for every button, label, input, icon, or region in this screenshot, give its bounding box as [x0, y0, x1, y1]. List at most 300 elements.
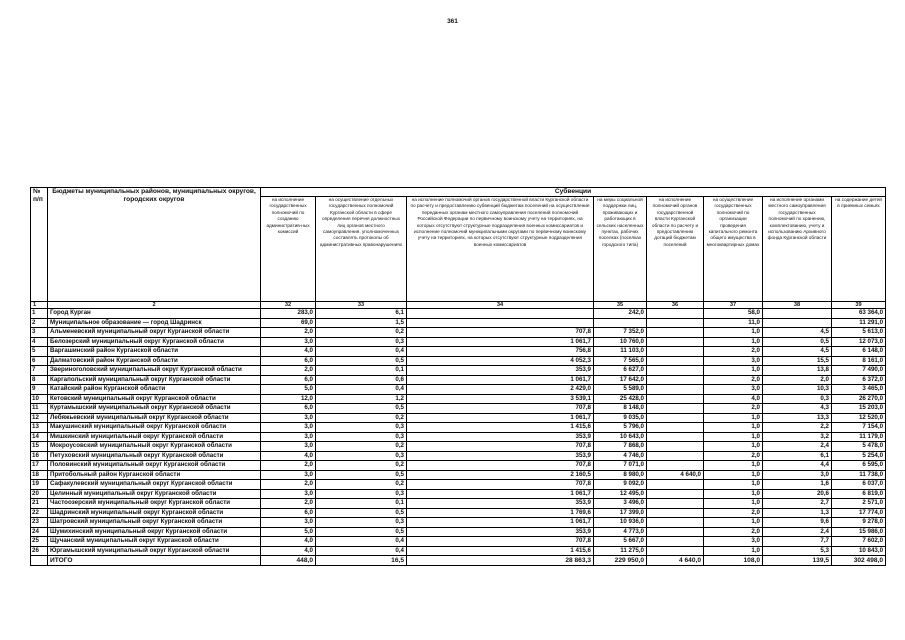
row-value: 17 642,0 — [594, 375, 647, 385]
row-name: Варгашинский район Курганской области — [48, 347, 261, 357]
row-value: 1,0 — [704, 489, 763, 499]
row-value: 7 602,0 — [832, 537, 886, 547]
row-value: 1 061,7 — [407, 375, 594, 385]
row-value: 11 738,0 — [832, 470, 886, 480]
row-value: 1,5 — [316, 318, 407, 328]
row-value: 756,8 — [407, 347, 594, 357]
row-value: 8 148,0 — [594, 404, 647, 414]
table-row — [31, 527, 886, 537]
row-value: 3,0 — [704, 356, 763, 366]
row-name: Муниципальное образование — город Шадринск — [48, 318, 261, 328]
column-header: на исполнение государственных полномочий по созданию административ-ных комиссий — [261, 197, 316, 302]
row-value — [647, 480, 704, 490]
row-value: 4 746,0 — [594, 451, 647, 461]
row-value: 2 160,5 — [407, 470, 594, 480]
row-number: 20 — [31, 489, 48, 499]
row-value: 3,0 — [261, 489, 316, 499]
column-header: на исполнение полномочий органов государственной власти Курганской области по расчету и предоставлению дотаций бюджетам поселений — [647, 197, 704, 302]
table-row — [31, 356, 886, 366]
row-value: 3,0 — [261, 518, 316, 528]
row-value: 2,0 — [704, 527, 763, 537]
column-header: на исполнение полномочий органов государственной власти Курганской области по расчету и предоставлению субвенций бюджетам поселений на осуществление переданных органам местного самоуправления поселений полномочий Российской Федерации по первичному воинскому учету на территориях, на которых отсутствуют структурные подразделения военных комиссариатов и исполнение полномочий муниципальными округами по первичному воинскому учету на территориях, на которых отсутствуют структурные подразделения военных комиссариатов — [407, 197, 594, 302]
row-value: 58,0 — [704, 309, 763, 319]
row-value: 4,5 — [763, 347, 832, 357]
row-value: 6 595,0 — [832, 461, 886, 471]
row-value: 0,1 — [316, 366, 407, 376]
row-value: 26 270,0 — [832, 394, 886, 404]
row-number: 18 — [31, 470, 48, 480]
table-row — [31, 432, 886, 442]
row-value: 5,0 — [261, 527, 316, 537]
column-index: 36 — [647, 302, 704, 309]
row-value: 4 773,0 — [594, 527, 647, 537]
table-row — [31, 423, 886, 433]
row-name: Целинный муниципальный округ Курганской области — [48, 489, 261, 499]
row-value: 1 061,7 — [407, 489, 594, 499]
row-value — [763, 309, 832, 319]
row-value: 1,3 — [763, 508, 832, 518]
table-row — [31, 442, 886, 452]
header-no: № п/п — [31, 188, 48, 302]
row-value: 7,7 — [763, 537, 832, 547]
row-value — [763, 318, 832, 328]
total-value: 108,0 — [704, 556, 763, 566]
row-value: 10 643,0 — [594, 432, 647, 442]
total-value: 229 950,0 — [594, 556, 647, 566]
subventions-table — [30, 187, 886, 566]
table-row — [31, 461, 886, 471]
row-value: 12 495,0 — [594, 489, 647, 499]
row-value: 4,0 — [261, 537, 316, 547]
table-row — [31, 309, 886, 319]
row-value: 353,9 — [407, 451, 594, 461]
row-value: 1,0 — [704, 546, 763, 556]
row-number: 3 — [31, 328, 48, 338]
row-number: 22 — [31, 508, 48, 518]
row-value: 4,0 — [261, 546, 316, 556]
row-value: 3,0 — [261, 432, 316, 442]
row-value: 1,0 — [704, 461, 763, 471]
row-name: Притобольный район Курганской области — [48, 470, 261, 480]
row-value: 10 936,0 — [594, 518, 647, 528]
row-value: 4 640,0 — [647, 470, 704, 480]
row-value — [647, 347, 704, 357]
row-number: 24 — [31, 527, 48, 537]
column-index: 34 — [407, 302, 594, 309]
row-value: 1,0 — [704, 366, 763, 376]
row-value — [647, 366, 704, 376]
row-value — [647, 318, 704, 328]
row-value: 0,3 — [316, 489, 407, 499]
row-name: Макушинский муниципальный округ Курганской области — [48, 423, 261, 433]
row-number: 21 — [31, 499, 48, 509]
row-number: 25 — [31, 537, 48, 547]
row-value — [647, 451, 704, 461]
row-name: Куртамышский муниципальный округ Курганской области — [48, 404, 261, 414]
row-value: 12,0 — [261, 394, 316, 404]
row-value — [647, 423, 704, 433]
row-value: 0,6 — [316, 375, 407, 385]
row-value: 1 061,7 — [407, 518, 594, 528]
table-row — [31, 451, 886, 461]
row-value: 242,0 — [594, 309, 647, 319]
table-row — [31, 328, 886, 338]
column-index: 2 — [48, 302, 261, 309]
row-value — [407, 309, 594, 319]
row-number: 1 — [31, 309, 48, 319]
row-number: 7 — [31, 366, 48, 376]
row-value: 15 203,0 — [832, 404, 886, 414]
row-value: 63 364,0 — [832, 309, 886, 319]
row-name: Звериноголовский муниципальный округ Курганской области — [48, 366, 261, 376]
row-number: 19 — [31, 480, 48, 490]
row-value: 11 103,0 — [594, 347, 647, 357]
row-number: 9 — [31, 385, 48, 395]
row-name: Альменевский муниципальный округ Курганской области — [48, 328, 261, 338]
row-value: 1,0 — [704, 470, 763, 480]
total-value: 139,5 — [763, 556, 832, 566]
row-name: Каргапольский муниципальный округ Курганской области — [48, 375, 261, 385]
row-value: 2,0 — [763, 375, 832, 385]
row-value: 7 154,0 — [832, 423, 886, 433]
row-value: 6,0 — [261, 508, 316, 518]
table-row — [31, 318, 886, 328]
row-value: 6 627,0 — [594, 366, 647, 376]
column-header: на содержание детей в приемных семьях — [832, 197, 886, 302]
row-number: 16 — [31, 451, 48, 461]
row-value: 3,0 — [261, 442, 316, 452]
row-value: 15 986,0 — [832, 527, 886, 537]
row-value: 0,4 — [316, 546, 407, 556]
row-value: 5 667,0 — [594, 537, 647, 547]
row-value: 0,5 — [316, 508, 407, 518]
row-value: 12 073,0 — [832, 337, 886, 347]
row-value — [647, 546, 704, 556]
row-value: 5 589,0 — [594, 385, 647, 395]
row-value: 2,0 — [704, 404, 763, 414]
row-value: 8 161,0 — [832, 356, 886, 366]
table-row — [31, 518, 886, 528]
row-value: 9 278,0 — [832, 518, 886, 528]
table-row — [31, 499, 886, 509]
row-value: 1,6 — [763, 480, 832, 490]
row-value: 5,0 — [261, 385, 316, 395]
row-value: 13,8 — [763, 366, 832, 376]
row-value — [647, 489, 704, 499]
row-value: 7 565,0 — [594, 356, 647, 366]
row-name: Катайский район Курганской области — [48, 385, 261, 395]
row-value — [647, 527, 704, 537]
row-value: 9,6 — [763, 518, 832, 528]
row-value: 17 399,0 — [594, 508, 647, 518]
row-value: 1,0 — [704, 337, 763, 347]
table-row — [31, 480, 886, 490]
row-value: 0,3 — [316, 432, 407, 442]
row-name: Сафакулевский муниципальный округ Курганской области — [48, 480, 261, 490]
row-value: 0,2 — [316, 442, 407, 452]
row-name: Шумихинский муниципальный округ Курганской области — [48, 527, 261, 537]
row-value: 3,0 — [261, 470, 316, 480]
row-value — [647, 432, 704, 442]
row-value: 707,8 — [407, 404, 594, 414]
table-row — [31, 470, 886, 480]
row-value: 0,5 — [316, 404, 407, 414]
row-value: 707,8 — [407, 461, 594, 471]
row-value: 6,0 — [261, 356, 316, 366]
row-value: 0,2 — [316, 328, 407, 338]
row-value: 7 868,0 — [594, 442, 647, 452]
row-value: 0,5 — [316, 356, 407, 366]
row-number: 23 — [31, 518, 48, 528]
column-header: на исполнение органами местного самоуправления государственных полномочий по хранению, комплектованию, учету и использованию Архивного фонда Курганской области — [763, 197, 832, 302]
row-value: 4,0 — [261, 451, 316, 461]
row-value: 20,6 — [763, 489, 832, 499]
row-value: 3 465,0 — [832, 385, 886, 395]
row-value: 0,1 — [316, 499, 407, 509]
total-value: 28 863,3 — [407, 556, 594, 566]
row-value: 4,5 — [763, 328, 832, 338]
row-value: 707,8 — [407, 480, 594, 490]
row-value: 1,0 — [704, 499, 763, 509]
row-value: 0,4 — [316, 385, 407, 395]
row-value: 11 179,0 — [832, 432, 886, 442]
row-value: 2,4 — [763, 527, 832, 537]
total-value: 4 640,0 — [647, 556, 704, 566]
row-value: 0,4 — [316, 537, 407, 547]
row-value: 1,0 — [704, 328, 763, 338]
row-value: 2 429,0 — [407, 385, 594, 395]
row-value — [647, 461, 704, 471]
row-value: 6 819,0 — [832, 489, 886, 499]
table-row — [31, 546, 886, 556]
column-header: на меры социальной поддержки лиц, проживающих и работающих в сельских населенных пунктах, рабочих поселках (поселках городского типа) — [594, 197, 647, 302]
row-value: 707,8 — [407, 442, 594, 452]
row-value: 4 052,3 — [407, 356, 594, 366]
row-value: 2,7 — [763, 499, 832, 509]
row-value — [407, 318, 594, 328]
row-value: 7 490,0 — [832, 366, 886, 376]
row-value: 2,2 — [763, 423, 832, 433]
total-value: 16,5 — [316, 556, 407, 566]
row-value: 5,3 — [763, 546, 832, 556]
row-value: 1,0 — [704, 480, 763, 490]
row-number: 4 — [31, 337, 48, 347]
row-value — [647, 404, 704, 414]
column-index: 39 — [832, 302, 886, 309]
row-value: 2,0 — [261, 499, 316, 509]
column-index-row — [31, 302, 886, 309]
row-value: 1,0 — [704, 442, 763, 452]
row-value — [647, 337, 704, 347]
row-value: 1 769,6 — [407, 508, 594, 518]
row-value: 0,3 — [763, 394, 832, 404]
row-value — [647, 375, 704, 385]
row-value: 5 254,0 — [832, 451, 886, 461]
row-value — [647, 537, 704, 547]
total-value: 302 498,0 — [832, 556, 886, 566]
row-number: 2 — [31, 318, 48, 328]
row-value: 2,0 — [704, 347, 763, 357]
row-value: 11 275,0 — [594, 546, 647, 556]
column-index: 37 — [704, 302, 763, 309]
row-value: 353,9 — [407, 527, 594, 537]
header-budget: Бюджеты муниципальных районов, муниципальных округов, городских округов — [48, 188, 261, 302]
row-value: 2 571,0 — [832, 499, 886, 509]
row-value: 0,3 — [316, 337, 407, 347]
row-value: 3,0 — [261, 337, 316, 347]
row-value: 3,0 — [704, 385, 763, 395]
row-number: 5 — [31, 347, 48, 357]
row-value: 1 415,6 — [407, 423, 594, 433]
row-value: 6,1 — [316, 309, 407, 319]
row-name: Петуховский муниципальный округ Курганской области — [48, 451, 261, 461]
row-number: 8 — [31, 375, 48, 385]
row-value — [647, 385, 704, 395]
row-value: 2,0 — [704, 451, 763, 461]
row-value: 2,0 — [704, 375, 763, 385]
row-value — [647, 518, 704, 528]
row-value: 5 613,0 — [832, 328, 886, 338]
row-name: Шатровский муниципальный округ Курганской области — [48, 518, 261, 528]
row-value: 0,3 — [316, 451, 407, 461]
row-number: 14 — [31, 432, 48, 442]
row-value: 6 037,0 — [832, 480, 886, 490]
row-number: 15 — [31, 442, 48, 452]
total-value: 448,0 — [261, 556, 316, 566]
table-row — [31, 366, 886, 376]
row-value: 1,0 — [704, 423, 763, 433]
row-value — [594, 318, 647, 328]
column-index: 1 — [31, 302, 48, 309]
row-name: Белозерский муниципальный округ Курганской области — [48, 337, 261, 347]
row-value: 25 428,0 — [594, 394, 647, 404]
row-value: 13,3 — [763, 413, 832, 423]
row-number: 6 — [31, 356, 48, 366]
row-value: 283,0 — [261, 309, 316, 319]
column-index: 38 — [763, 302, 832, 309]
row-value: 12 520,0 — [832, 413, 886, 423]
row-value — [647, 499, 704, 509]
row-value: 6 148,0 — [832, 347, 886, 357]
row-value: 1,0 — [704, 432, 763, 442]
row-value: 11,0 — [704, 318, 763, 328]
row-value: 4,3 — [763, 404, 832, 414]
row-value: 0,5 — [316, 527, 407, 537]
row-number: 26 — [31, 546, 48, 556]
header-subventions: Субвенции — [261, 188, 886, 197]
row-value: 1 061,7 — [407, 337, 594, 347]
table-row — [31, 375, 886, 385]
table-row — [31, 394, 886, 404]
row-value: 6 372,0 — [832, 375, 886, 385]
column-index: 33 — [316, 302, 407, 309]
row-value: 6,0 — [261, 375, 316, 385]
row-value: 3 539,1 — [407, 394, 594, 404]
row-value: 10 760,0 — [594, 337, 647, 347]
row-value: 2,0 — [261, 480, 316, 490]
row-name: Кетовский муниципальный округ Курганской области — [48, 394, 261, 404]
row-value: 3,0 — [261, 423, 316, 433]
row-value: 4,4 — [763, 461, 832, 471]
column-index: 32 — [261, 302, 316, 309]
row-value — [647, 508, 704, 518]
total-no — [31, 556, 48, 566]
row-value: 3,0 — [261, 413, 316, 423]
column-header: на осуществление государственных полномочий по организации проведения капитального ремонта общего имущества в многоквартирных домах — [704, 197, 763, 302]
row-value: 69,0 — [261, 318, 316, 328]
table-row — [31, 508, 886, 518]
row-number: 17 — [31, 461, 48, 471]
row-value: 15,5 — [763, 356, 832, 366]
table-row — [31, 347, 886, 357]
row-value: 9 092,0 — [594, 480, 647, 490]
row-name: Щучанский муниципальный округ Курганской области — [48, 537, 261, 547]
row-value: 1 415,6 — [407, 546, 594, 556]
row-value: 2,4 — [763, 442, 832, 452]
row-value — [647, 413, 704, 423]
row-name: Половинский муниципальный округ Курганской области — [48, 461, 261, 471]
row-name: Город Курган — [48, 309, 261, 319]
row-value: 0,2 — [316, 480, 407, 490]
row-value — [647, 309, 704, 319]
row-value: 17 774,0 — [832, 508, 886, 518]
row-value: 4,0 — [704, 394, 763, 404]
table-row — [31, 404, 886, 414]
table-row — [31, 537, 886, 547]
row-value: 0,3 — [316, 518, 407, 528]
row-value: 7 071,0 — [594, 461, 647, 471]
row-value: 5 478,0 — [832, 442, 886, 452]
row-value: 353,9 — [407, 366, 594, 376]
table-row — [31, 337, 886, 347]
row-value: 10 843,0 — [832, 546, 886, 556]
row-value: 353,9 — [407, 499, 594, 509]
row-value: 0,2 — [316, 461, 407, 471]
row-value: 9 035,0 — [594, 413, 647, 423]
row-value: 1 061,7 — [407, 413, 594, 423]
row-value — [647, 442, 704, 452]
row-name: Далматовский район Курганской области — [48, 356, 261, 366]
row-value: 707,8 — [407, 328, 594, 338]
row-value: 353,9 — [407, 432, 594, 442]
row-value — [647, 356, 704, 366]
row-number: 10 — [31, 394, 48, 404]
row-value: 0,2 — [316, 413, 407, 423]
row-number: 12 — [31, 413, 48, 423]
row-name: Мокроусовский муниципальный округ Курганской области — [48, 442, 261, 452]
table-row — [31, 413, 886, 423]
row-value: 1,0 — [704, 413, 763, 423]
table-row — [31, 385, 886, 395]
row-value: 11 291,0 — [832, 318, 886, 328]
row-value: 3,2 — [763, 432, 832, 442]
row-value — [647, 328, 704, 338]
row-value: 0,5 — [763, 337, 832, 347]
total-label: ИТОГО — [48, 556, 261, 566]
row-value: 1,2 — [316, 394, 407, 404]
row-number: 13 — [31, 423, 48, 433]
row-value: 0,4 — [316, 347, 407, 357]
row-value: 6,0 — [261, 404, 316, 414]
row-value: 707,8 — [407, 537, 594, 547]
row-name: Юргамышский муниципальный округ Курганской области — [48, 546, 261, 556]
row-value: 5 796,0 — [594, 423, 647, 433]
row-value: 6,1 — [763, 451, 832, 461]
row-value: 2,0 — [261, 461, 316, 471]
row-name: Мишкинский муниципальный округ Курганской области — [48, 432, 261, 442]
row-value: 0,3 — [316, 423, 407, 433]
row-value: 2,0 — [261, 366, 316, 376]
